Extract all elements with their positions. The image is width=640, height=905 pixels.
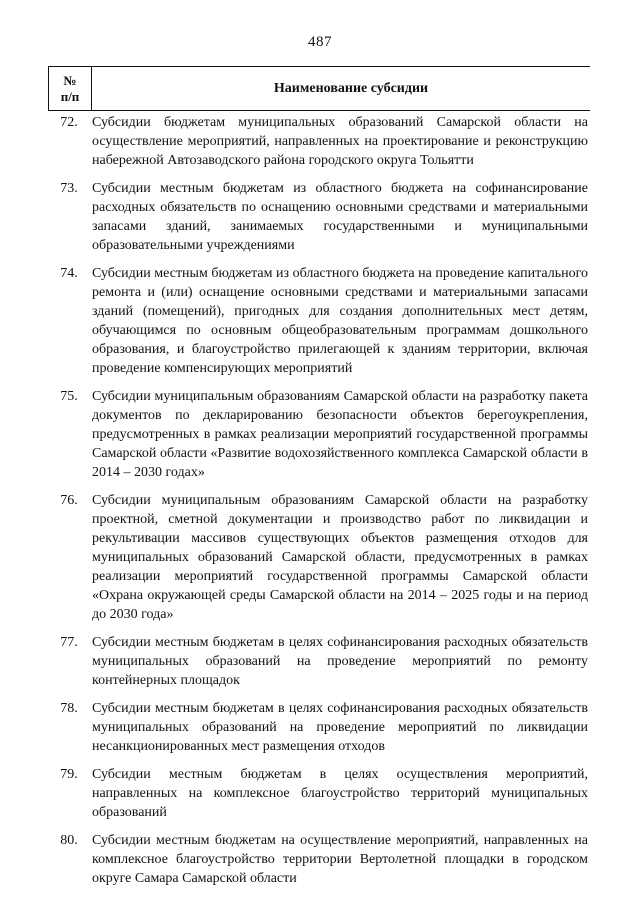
item-text: Субсидии местным бюджетам в целях софинансирования расходных обязательств муниципальных образований на проведение мероприятий по ликвидации несанкционированных мест размещения отходов xyxy=(92,701,588,754)
item-number: 78. xyxy=(60,701,78,716)
list-item xyxy=(48,179,588,255)
list-item xyxy=(48,264,588,378)
list-item xyxy=(48,113,588,170)
header-number-column xyxy=(49,67,92,110)
item-number: 73. xyxy=(60,181,78,196)
list-item xyxy=(48,765,588,822)
header-number-symbol: № xyxy=(63,72,77,88)
list-item xyxy=(48,633,588,690)
item-text: Субсидии местным бюджетам в целях софинансирования расходных обязательств муниципальных образований на проведение мероприятий по ремонту контейнерных площадок xyxy=(92,635,588,688)
item-number: 75. xyxy=(60,389,78,404)
header-number-abbrev: п/п xyxy=(60,88,80,104)
subsidy-list xyxy=(48,113,588,897)
item-number: 80. xyxy=(60,833,78,848)
item-number: 77. xyxy=(60,635,78,650)
item-text: Субсидии муниципальным образованиям Самарской области на разработку пакета документов по декларированию безопасности объектов берегоукрепления, предусмотренных в рамках реализации мероприятий государственной программы Самарской области «Развитие водохозяйственного комплекса Самарской области в 2014 – 2030 годах» xyxy=(92,389,588,480)
item-text: Субсидии местным бюджетам из областного бюджета на проведение капитального ремонта и (или) оснащение основными средствами и материальными запасами зданий (помещений), пригодных для создания дополнительных мест детям, обучающимся по основным общеобразовательным программам дошкольного образования, и благоустройство прилегающей к зданиям территории, включая проведение компенсирующих мероприятий xyxy=(92,266,588,376)
list-item xyxy=(48,831,588,888)
list-item xyxy=(48,699,588,756)
table-header xyxy=(48,66,590,111)
item-text: Субсидии местным бюджетам в целях осуществления мероприятий, направленных на комплексное благоустройство территорий муниципальных образований xyxy=(92,767,588,820)
header-title: Наименование субсидии xyxy=(273,80,429,96)
item-number: 79. xyxy=(60,767,78,782)
item-number: 76. xyxy=(60,493,78,508)
item-text: Субсидии бюджетам муниципальных образований Самарской области на осуществление мероприятий, направленных на проектирование и реконструкцию набережной Автозаводского района городского округа Тольятти xyxy=(92,115,588,168)
list-item xyxy=(48,387,588,482)
page-number: 487 xyxy=(308,34,332,50)
item-number: 72. xyxy=(60,115,78,130)
item-text: Субсидии местным бюджетам на осуществление мероприятий, направленных на комплексное благоустройство территории Вертолетной площадки в городском округе Самара Самарской области xyxy=(92,833,588,886)
item-text: Субсидии местным бюджетам из областного бюджета на софинансирование расходных обязательств по оснащению основными средствами и материальными запасами зданий, занимаемых государственными и муниципальными образовательными учреждениями xyxy=(92,181,588,253)
item-number: 74. xyxy=(60,266,78,281)
list-item xyxy=(48,491,588,624)
item-text: Субсидии муниципальным образованиям Самарской области на разработку проектной, сметной документации и производство работ по ликвидации и рекультивации массивов существующих объектов размещения отходов для муниципальных образований Самарской области, предусмотренных в рамках реализации мероприятий государственной программы Самарской области «Охрана окружающей среды Самарской области на 2014 – 2025 годы и на период до 2030 года» xyxy=(92,493,588,622)
